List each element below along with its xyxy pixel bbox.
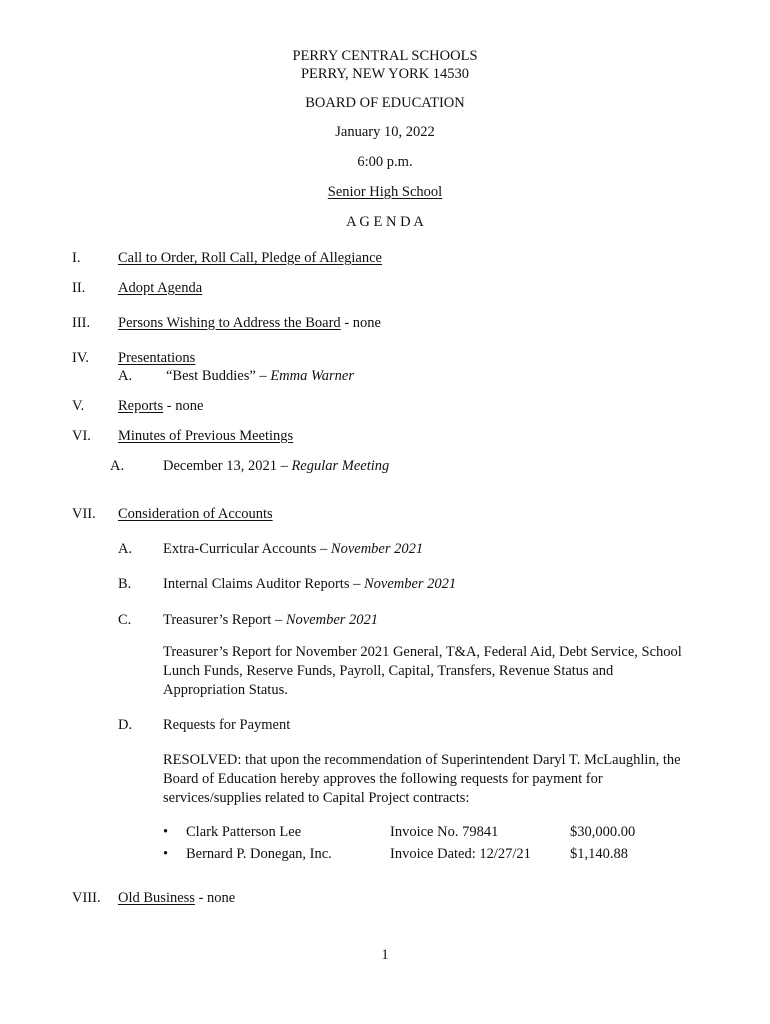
org-address: PERRY, NEW YORK 14530 — [300, 66, 470, 82]
bullet-icon: • — [163, 846, 169, 862]
item-5-title: Reports - none — [118, 398, 204, 414]
item-8-number: VIII. — [72, 890, 101, 906]
item-7c-number: C. — [118, 612, 132, 628]
item-4a-text: “Best Buddies” – Emma Warner — [166, 368, 354, 384]
item-2-number: II. — [72, 280, 86, 296]
item-2-title: Adopt Agenda — [118, 280, 203, 296]
item-3-number: III. — [72, 315, 91, 331]
item-6-title: Minutes of Previous Meetings — [118, 428, 294, 444]
agenda-title: A G E N D A — [346, 214, 424, 230]
item-4-number: IV. — [72, 350, 90, 366]
item-7d-text: Requests for Payment — [163, 717, 291, 733]
payment-amount: $1,140.88 — [570, 846, 628, 862]
page-number: 1 — [381, 947, 389, 963]
item-7c-text: Treasurer’s Report – November 2021 — [163, 612, 379, 628]
item-7b-text: Internal Claims Auditor Reports – November 2021 — [163, 576, 457, 592]
item-6a-number: A. — [110, 458, 125, 474]
item-7a-text: Extra-Curricular Accounts – November 2021 — [163, 541, 424, 557]
payment-vendor: Clark Patterson Lee — [186, 824, 302, 840]
meeting-time: 6:00 p.m. — [357, 154, 413, 170]
board-title: BOARD OF EDUCATION — [305, 95, 465, 111]
payment-reference: Invoice Dated: 12/27/21 — [390, 846, 531, 862]
item-6a-text: December 13, 2021 – Regular Meeting — [163, 458, 390, 474]
item-7d-resolution: RESOLVED: that upon the recommendation of Superintendent Daryl T. McLaughlin, the Board of Education hereby approves the following requests for payment for services/supplies related to Capital Project contracts: — [163, 752, 681, 806]
bullet-icon: • — [163, 824, 169, 840]
item-7d-number: D. — [118, 717, 133, 733]
item-7a-number: A. — [118, 541, 133, 557]
item-1-number: I. — [72, 250, 81, 266]
item-7-title: Consideration of Accounts — [118, 506, 273, 522]
item-3-title: Persons Wishing to Address the Board - none — [118, 315, 381, 331]
org-name: PERRY CENTRAL SCHOOLS — [292, 48, 478, 64]
payment-reference: Invoice No. 79841 — [390, 824, 499, 840]
item-7b-number: B. — [118, 576, 132, 592]
meeting-location: Senior High School — [327, 184, 443, 200]
item-4-title: Presentations — [118, 350, 196, 366]
payment-vendor: Bernard P. Donegan, Inc. — [186, 846, 332, 862]
item-1-title: Call to Order, Roll Call, Pledge of Allegiance — [118, 250, 382, 266]
item-5-number: V. — [72, 398, 85, 414]
item-8-title: Old Business - none — [118, 890, 236, 906]
item-7-number: VII. — [72, 506, 96, 522]
meeting-date: January 10, 2022 — [335, 124, 435, 140]
payment-amount: $30,000.00 — [570, 824, 636, 840]
item-4a-number: A. — [118, 368, 133, 384]
item-6-number: VI. — [72, 428, 91, 444]
item-7c-paragraph: Treasurer’s Report for November 2021 General, T&A, Federal Aid, Debt Service, School Lunch Funds, Reserve Funds, Payroll, Capital, Transfers, Revenue Status and Appropriation Status. — [163, 644, 682, 698]
